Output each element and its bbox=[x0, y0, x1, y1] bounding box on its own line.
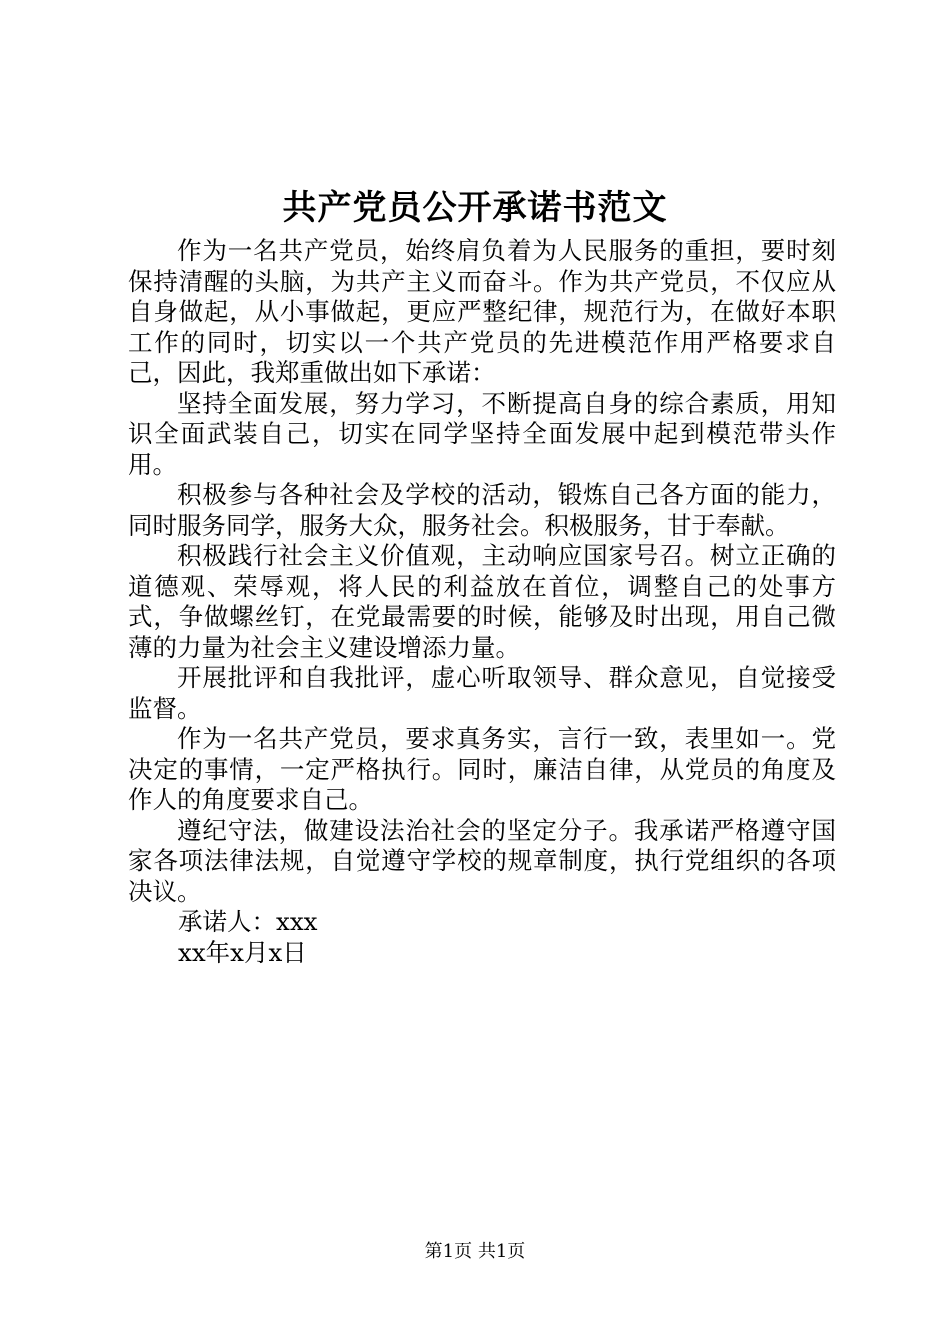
paragraph-commitment-3: 积极践行社会主义价值观，主动响应国家号召。树立正确的道德观、荣辱观，将人民的利益放在首位，调整自己的处事方式，争做螺丝钉，在党最需要的时候，能够及时出现，用自己微薄的力量为社会主义建设增添力量。 bbox=[128, 541, 836, 662]
paragraph-commitment-2: 积极参与各种社会及学校的活动，锻炼自己各方面的能力，同时服务同学，服务大众，服务社会。积极服务，甘于奉献。 bbox=[128, 480, 836, 540]
paragraph-intro: 作为一名共产党员，始终肩负着为人民服务的重担，要时刻保持清醒的头脑，为共产主义而奋斗。作为共产党员，不仅应从自身做起，从小事做起，更应严整纪律，规范行为，在做好本职工作的同时，切实以一个共产党员的先进模范作用严格要求自己，因此，我郑重做出如下承诺： bbox=[128, 236, 836, 387]
signer-line: 承诺人：xxx bbox=[178, 907, 318, 936]
paragraph-commitment-5: 作为一名共产党员，要求真务实，言行一致，表里如一。党决定的事情，一定严格执行。同时，廉洁自律，从党员的角度及作人的角度要求自己。 bbox=[128, 724, 836, 814]
paragraph-commitment-4: 开展批评和自我批评，虚心听取领导、群众意见，自觉接受监督。 bbox=[128, 663, 836, 723]
document-title: 共产党员公开承诺书范文 bbox=[282, 188, 668, 228]
paragraph-commitment-6: 遵纪守法，做建设法治社会的坚定分子。我承诺严格遵守国家各项法律法规，自觉遵守学校的规章制度，执行党组织的各项决议。 bbox=[128, 815, 836, 906]
paragraph-commitment-1: 坚持全面发展，努力学习，不断提高自身的综合素质，用知识全面武装自己，切实在同学坚持全面发展中起到模范带头作用。 bbox=[128, 388, 836, 479]
page-footer: 第1页 共1页 bbox=[424, 1241, 526, 1262]
date-line: xx年x月x日 bbox=[178, 937, 307, 967]
document-body bbox=[128, 236, 836, 968]
